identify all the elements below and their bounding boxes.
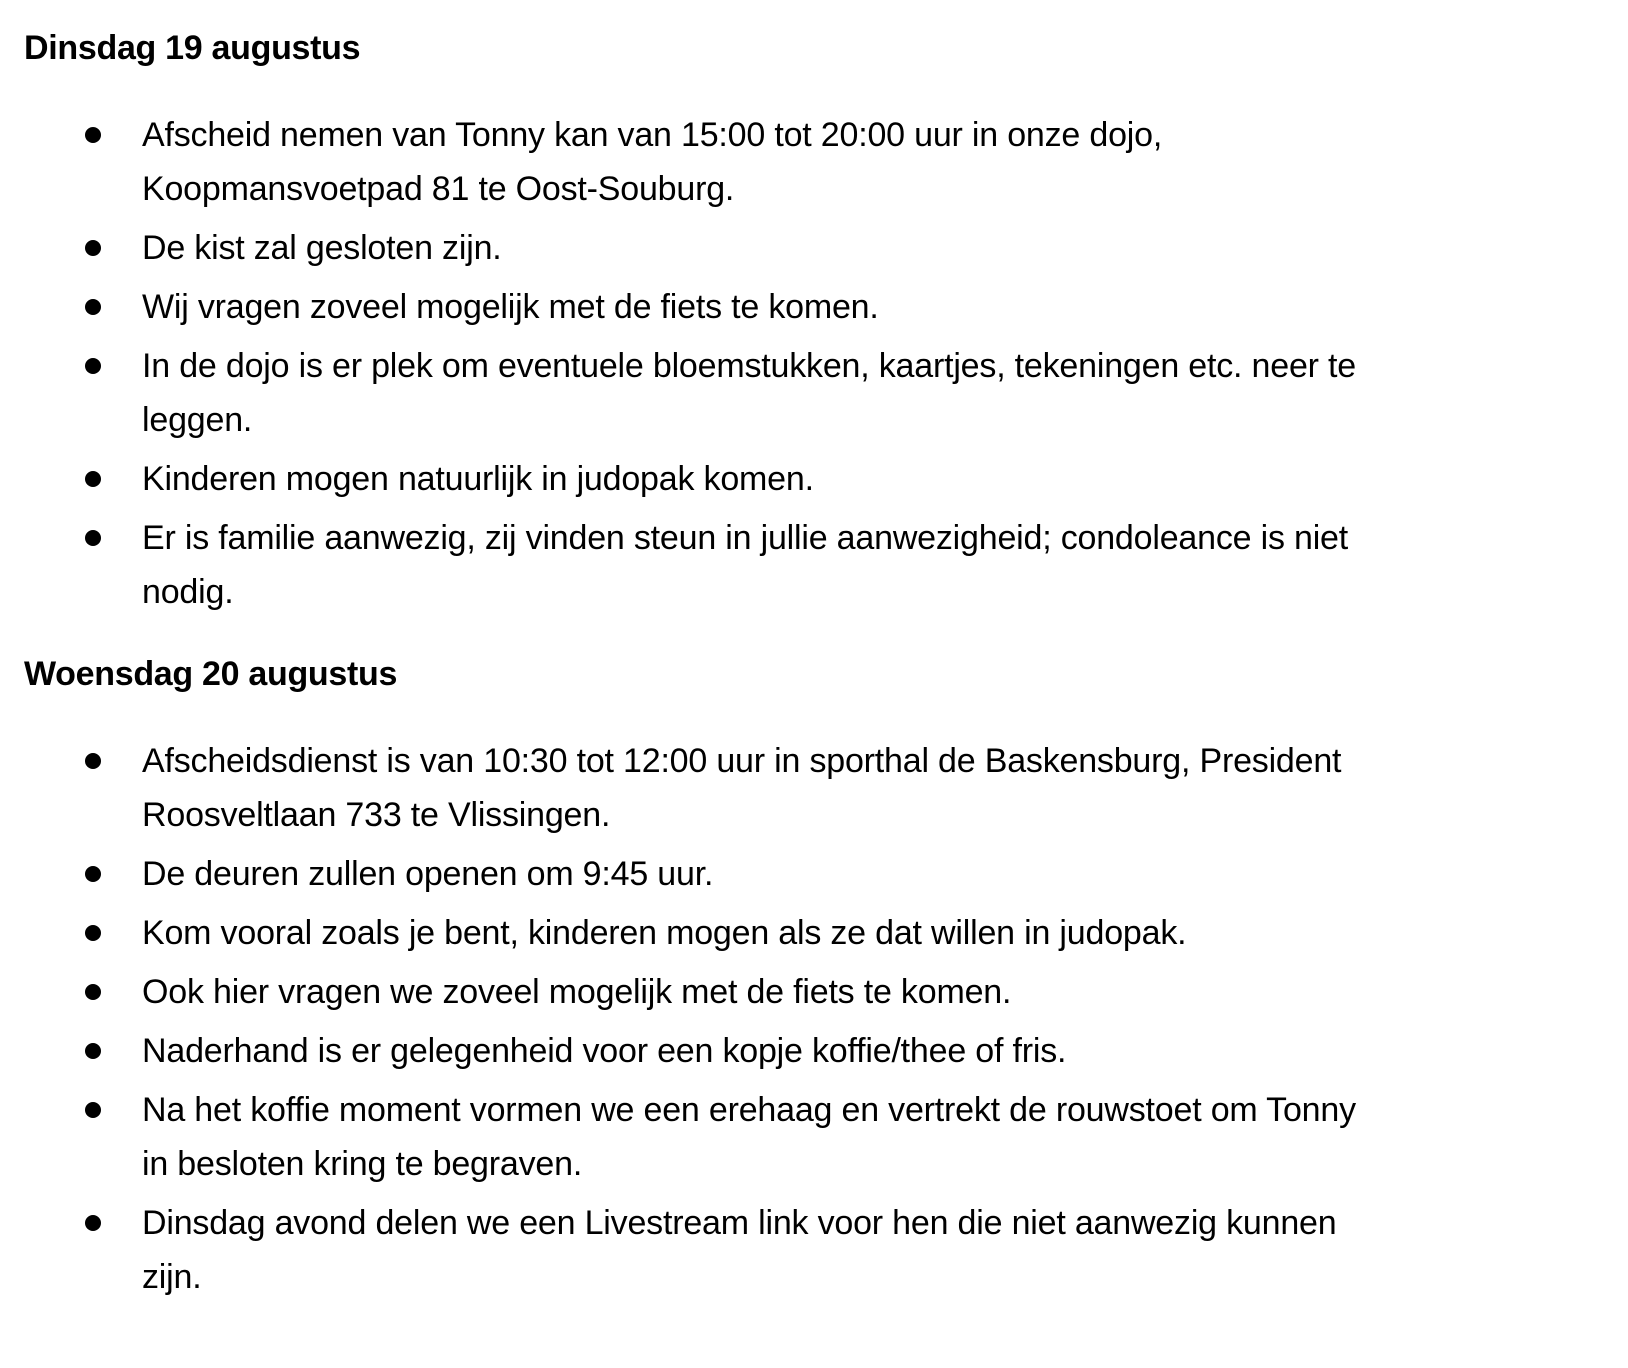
bullet-icon xyxy=(85,358,101,374)
list-item xyxy=(0,965,1542,1019)
list-item-line: nodig. xyxy=(142,573,234,611)
bullet-icon xyxy=(85,127,101,143)
list-item xyxy=(0,847,1542,901)
list-item xyxy=(0,511,1542,619)
bullet-icon xyxy=(85,1043,101,1059)
list-item xyxy=(0,734,1542,842)
bullet-icon xyxy=(85,299,101,315)
bullet-icon xyxy=(85,530,101,546)
list-item-line: Dinsdag avond delen we een Livestream link voor hen die niet aanwezig kunnen xyxy=(142,1204,1337,1242)
list-item xyxy=(0,906,1542,960)
list-item-line: Naderhand is er gelegenheid voor een kopje koffie/thee of fris. xyxy=(142,1032,1067,1070)
list-item-line: leggen. xyxy=(142,401,253,439)
section-heading-dinsdag: Dinsdag 19 augustus xyxy=(24,29,361,67)
list-item-line: Ook hier vragen we zoveel mogelijk met de fiets te komen. xyxy=(142,973,1012,1011)
list-item xyxy=(0,1024,1542,1078)
list-item-line: Na het koffie moment vormen we een erehaag en vertrekt de rouwstoet om Tonny xyxy=(142,1091,1356,1129)
list-item-line: Kom vooral zoals je bent, kinderen mogen als ze dat willen in judopak. xyxy=(142,914,1187,952)
list-item-line: Roosveltlaan 733 te Vlissingen. xyxy=(142,796,611,834)
list-item xyxy=(0,221,1542,275)
list-item xyxy=(0,452,1542,506)
bullet-icon xyxy=(85,1215,101,1231)
list-item-line: in besloten kring te begraven. xyxy=(142,1145,583,1183)
bullet-list-woensdag xyxy=(0,734,1628,1304)
list-item xyxy=(0,339,1542,447)
list-item-line: Kinderen mogen natuurlijk in judopak komen. xyxy=(142,460,814,498)
list-item-line: De deuren zullen openen om 9:45 uur. xyxy=(142,855,714,893)
list-item-line: Afscheidsdienst is van 10:30 tot 12:00 uur in sporthal de Baskensburg, President xyxy=(142,742,1342,780)
list-item xyxy=(0,108,1542,216)
bullet-icon xyxy=(85,471,101,487)
bullet-icon xyxy=(85,984,101,1000)
list-item-line: Wij vragen zoveel mogelijk met de fiets te komen. xyxy=(142,288,879,326)
list-item-line: Er is familie aanwezig, zij vinden steun in jullie aanwezigheid; condoleance is niet xyxy=(142,519,1349,557)
list-item xyxy=(0,1196,1542,1304)
bullet-icon xyxy=(85,1102,101,1118)
bullet-list-dinsdag xyxy=(0,108,1628,619)
bullet-icon xyxy=(85,925,101,941)
list-item-line: Afscheid nemen van Tonny kan van 15:00 tot 20:00 uur in onze dojo, xyxy=(142,116,1163,154)
list-item-line: De kist zal gesloten zijn. xyxy=(142,229,502,267)
list-item-line: Koopmansvoetpad 81 te Oost-Souburg. xyxy=(142,170,735,208)
list-item-line: In de dojo is er plek om eventuele bloemstukken, kaartjes, tekeningen etc. neer te xyxy=(142,347,1356,385)
bullet-icon xyxy=(85,240,101,256)
section-heading-woensdag: Woensdag 20 augustus xyxy=(24,655,398,693)
list-item-line: zijn. xyxy=(142,1258,202,1296)
list-item xyxy=(0,280,1542,334)
list-item xyxy=(0,1083,1542,1191)
bullet-icon xyxy=(85,866,101,882)
bullet-icon xyxy=(85,753,101,769)
